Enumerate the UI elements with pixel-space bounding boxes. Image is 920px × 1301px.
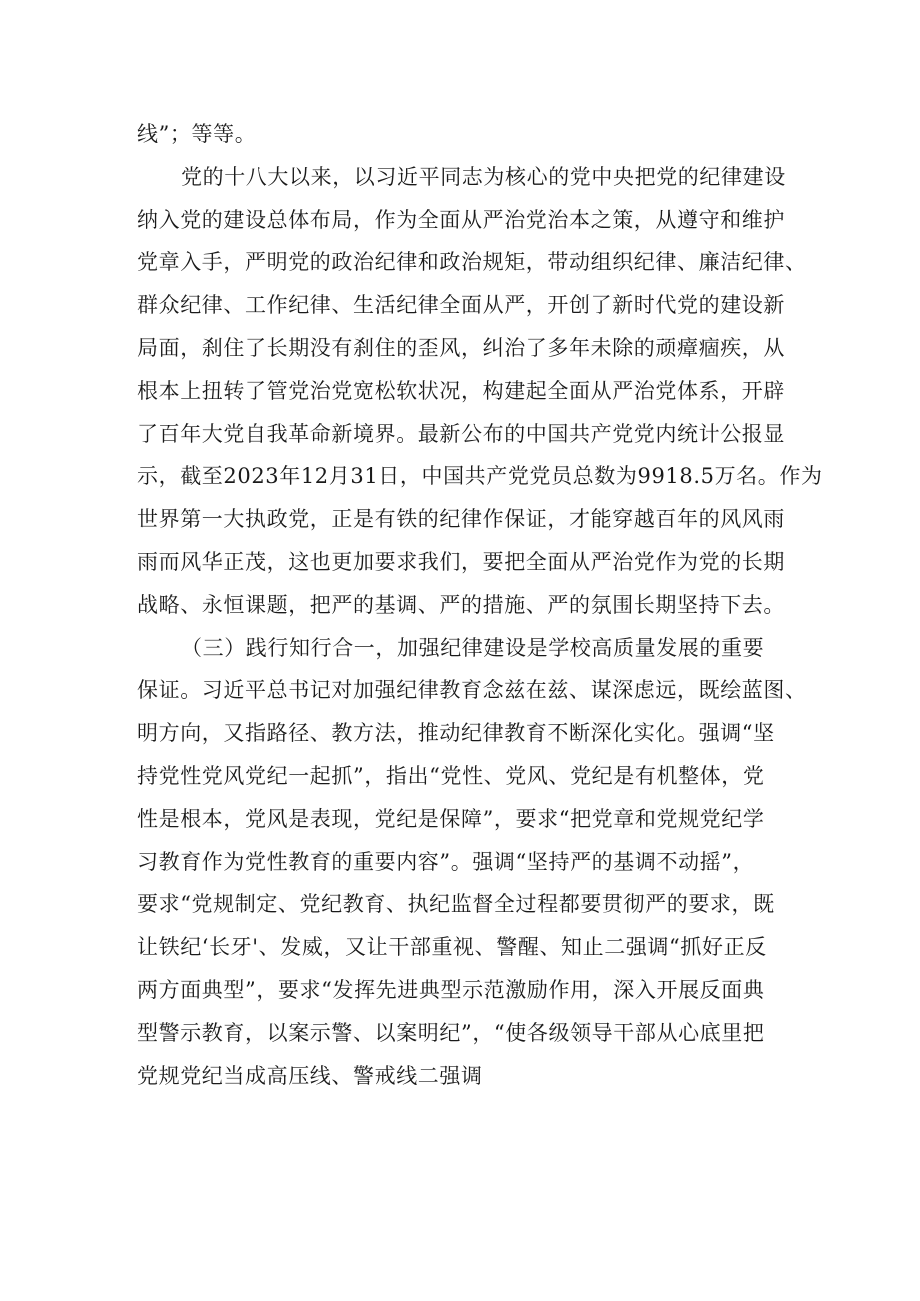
text-line-6: 局面，刹住了长期没有刹住的歪风，纠治了多年未除的顽瘴痼疾，从 [137, 335, 785, 360]
text-line-9: 示，截至2023年12月31日，中国共产党党员总数为9918.5万名。作为 [137, 464, 823, 489]
text-line-13: （三）践行知行合一，加强纪律建设是学校高质量发展的重要 [181, 635, 765, 660]
text-line-19: 要求“党规制定、党纪教育、执纪监督全过程都要贯彻严的要求，既 [137, 892, 775, 917]
text-line-15: 明方向，又指路径、教方法，推动纪律教育不断深化实化。强调“坚 [137, 721, 775, 746]
text-line-7: 根本上扭转了管党治党宽松软状况，构建起全面从严治党体系，开辟 [137, 378, 785, 403]
text-line-5: 群众纪律、工作纪律、生活纪律全面从严，开创了新时代党的建设新 [137, 293, 785, 318]
text-line-18: 习教育作为党性教育的重要内容”。强调“坚持严的基调不动摇”， [137, 849, 755, 874]
text-line-16: 持党性党风党纪一起抓”，指出“党性、党风、党纪是有机整体，党 [137, 763, 765, 788]
text-line-1: 线”；等等。 [137, 122, 257, 146]
text-line-12: 战略、永恒课题，把严的基调、严的措施、严的氛围长期坚持下去。 [137, 592, 785, 617]
text-line-20: 让铁纪‘长牙'、发威，又让干部重视、警醒、知止二强调“抓好正反 [137, 935, 767, 960]
text-line-14: 保证。习近平总书记对加强纪律教育念兹在兹、谋深虑远，既绘蓝图、 [137, 678, 807, 703]
text-line-3: 纳入党的建设总体布局，作为全面从严治党治本之策，从遵守和维护 [137, 207, 785, 232]
text-line-2: 党的十八大以来，以习近平同志为核心的党中央把党的纪律建设 [181, 164, 786, 189]
text-line-23: 党规党纪当成高压线、警戒线二强调 [137, 1063, 483, 1088]
text-line-17: 性是根本，党风是表现，党纪是保障”，要求“把党章和党规党纪学 [137, 806, 765, 831]
text-line-21: 两方面典型”，要求“发挥先进典型示范激励作用，深入开展反面典 [137, 977, 765, 1002]
text-line-10: 世界第一大执政党，正是有铁的纪律作保证，才能穿越百年的风风雨 [137, 507, 785, 532]
text-line-22: 型警示教育，以案示警、以案明纪”，“使各级领导干部从心底里把 [137, 1020, 765, 1045]
document-body [137, 113, 823, 1097]
text-line-8: 了百年大党自我革命新境界。最新公布的中国共产党党内统计公报显 [137, 421, 785, 446]
text-line-4: 党章入手，严明党的政治纪律和政治规矩，带动组织纪律、廉洁纪律、 [137, 250, 807, 275]
text-line-11: 雨而风华正茂，这也更加要求我们，要把全面从严治党作为党的长期 [137, 549, 785, 574]
